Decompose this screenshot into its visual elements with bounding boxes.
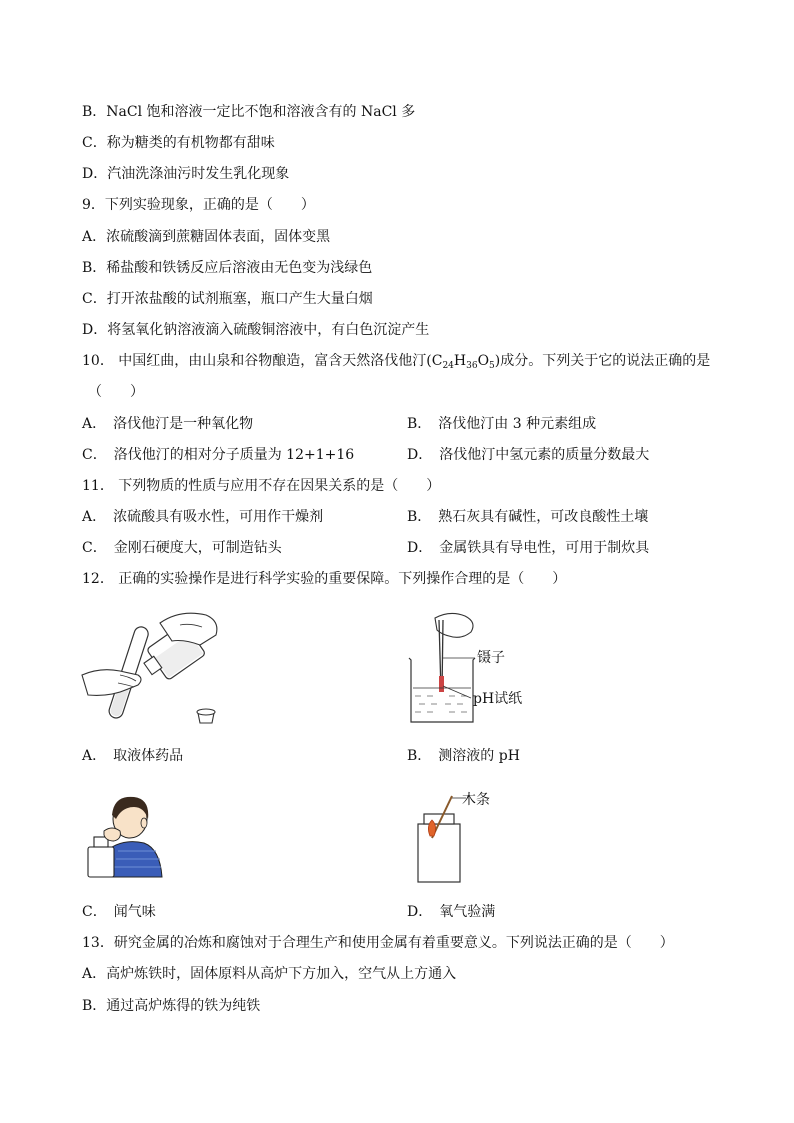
q10-h: H	[453, 353, 467, 369]
q11-option-c: C． 金刚石硬度大，可制造钻头	[82, 540, 282, 556]
q10-stem-post: )成分。下列关于它的说法正确的是	[494, 353, 711, 369]
q10-option-b: B． 洛伐他汀由 3 种元素组成	[407, 416, 597, 432]
q12-option-c: C． 闻气味	[82, 904, 156, 920]
q11-option-d: D． 金属铁具有导电性，可用于制炊具	[407, 540, 650, 556]
q10-stem	[82, 351, 710, 376]
label-tweezers: 镊子	[477, 650, 505, 666]
label-ph-paper: pH试纸	[473, 691, 523, 707]
q13-option-a: A．高炉炼铁时，固体原料从高炉下方加入，空气从上方通入	[82, 966, 457, 982]
q8-option-c: C．称为糖类的有机物都有甜味	[82, 135, 275, 151]
q12-option-a: A． 取液体药品	[82, 748, 184, 764]
q9-option-a: A．浓硫酸滴到蔗糖固体表面，固体变黑	[82, 229, 331, 245]
q10-o: O	[477, 353, 490, 369]
figure-measure-ph	[405, 610, 535, 730]
q12-option-b: B． 测溶液的 pH	[407, 748, 520, 764]
figure-pour-liquid	[80, 605, 230, 730]
figure-oxygen-test	[410, 790, 470, 885]
q10-paren: （ ）	[88, 384, 144, 400]
q10-stem-pre: 10． 中国红曲，由山泉和谷物酿造，富含天然洛伐他汀(C	[82, 353, 443, 369]
q10-option-d: D． 洛伐他汀中氢元素的质量分数最大	[407, 447, 650, 463]
q9-option-d: D．将氢氧化钠溶液滴入硫酸铜溶液中，有白色沉淀产生	[82, 322, 430, 338]
q11-option-b: B． 熟石灰具有碱性，可改良酸性土壤	[407, 509, 649, 525]
q8-option-d: D．汽油洗涤油污时发生乳化现象	[82, 166, 290, 182]
q10-sub-o: 5	[489, 361, 495, 371]
figure-smell-gas	[82, 785, 166, 880]
q13-stem: 13．研究金属的冶炼和腐蚀对于合理生产和使用金属有着重要意义。下列说法正确的是（ ）	[82, 935, 674, 951]
q9-option-c: C．打开浓盐酸的试剂瓶塞，瓶口产生大量白烟	[82, 291, 373, 307]
q8-option-b: B．NaCl 饱和溶液一定比不饱和溶液含有的 NaCl 多	[82, 104, 416, 120]
q10-option-c: C． 洛伐他汀的相对分子质量为 12+1+16	[82, 447, 355, 463]
q11-option-a: A． 浓硫酸具有吸水性，可用作干燥剂	[82, 509, 324, 525]
q13-option-b: B．通过高炉炼得的铁为纯铁	[82, 998, 261, 1014]
q10-sub-c: 24	[442, 361, 454, 371]
q12-stem: 12． 正确的实验操作是进行科学实验的重要保障。下列操作合理的是（ ）	[82, 571, 567, 587]
q11-stem: 11． 下列物质的性质与应用不存在因果关系的是（ ）	[82, 478, 441, 494]
q12-option-d: D． 氧气验满	[407, 904, 496, 920]
label-wood-stick: 木条	[462, 792, 490, 808]
q10-sub-h: 36	[466, 361, 478, 371]
q9-stem: 9．下列实验现象，正确的是（ ）	[82, 197, 315, 213]
q10-option-a: A． 洛伐他汀是一种氧化物	[82, 416, 254, 432]
q9-option-b: B．稀盐酸和铁锈反应后溶液由无色变为浅绿色	[82, 260, 373, 276]
